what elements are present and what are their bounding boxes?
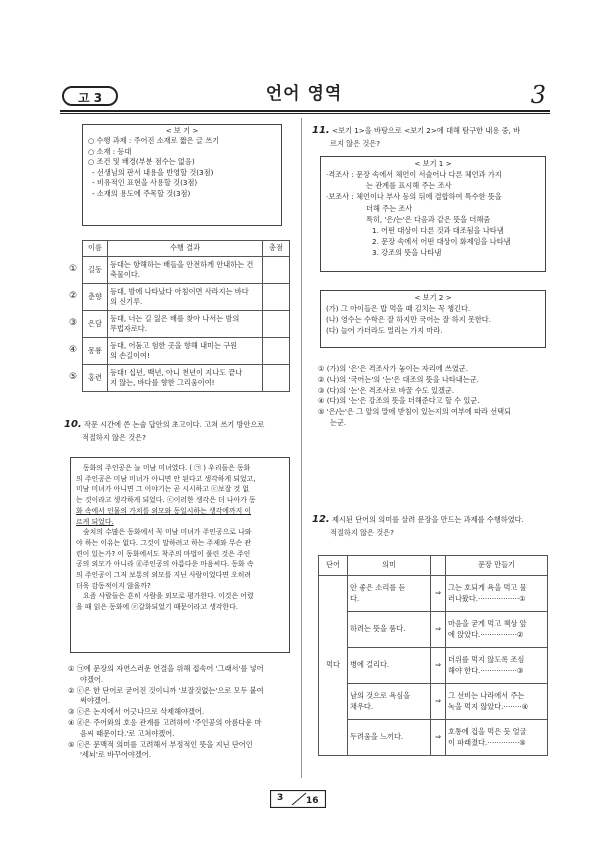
question-12 [312,513,548,538]
row-name: 은담 [83,311,108,338]
sentence-text: 이 파래졌다.··············⑤ [448,737,526,747]
options-11 [318,364,550,429]
table-row [319,576,548,612]
sentence-text: 그 선비는 나라에서 주는 [448,691,525,701]
header-name: 이름 [83,241,108,257]
row-text: 등대, 밤에 나타났다 아침이면 사라지는 바다 [110,286,249,296]
question-10 [64,418,296,443]
question-stem: 르지 않은 것은? [330,138,381,148]
passage-line: 화 속에서 인물의 가치를 외모와 동일시하는 생각에까지 이 [76,506,252,515]
bogi-box [82,124,282,226]
option-line: ② ⓒ은 한 단어로 굳어진 것이니까 '보잘것없는'으로 모두 붙여 [68,685,264,695]
table-row [64,284,290,311]
meaning-text: 안 좋은 소리를 듣 [350,583,406,593]
page-current: 3 [277,793,284,803]
sentence-text: 녹을 먹지 않았다.········④ [448,701,529,711]
arrow-icon: ⇒ [431,684,446,720]
passage-line: 숲치의 수많은 동화에서 꼭 미남 미녀가 주인공으로 나와 [83,528,252,537]
arrow-icon: ⇒ [431,648,446,684]
passage-line: 야 하는 이유는 없다. 그것이 말하려고 하는 주제와 무슨 관 [76,538,251,547]
bogi-line: ·보조사 : 체언이나 부사 등의 뒤에 결합하여 특수한 뜻을 [326,192,502,202]
passage-line: 공의 외모가 아니라 ⓓ주인공의 아름다운 마음씨다. 동화 속 [76,560,254,569]
bogi-line: (다) 늘어 가더라도 멀리는 가지 마라. [326,326,443,336]
row-text: 등대, 너는 길 잃은 배를 찾아 나서는 밤의 [110,313,240,323]
meaning-text: 다. [350,593,360,603]
header-sentence: 문장 만들기 [446,556,548,576]
page-indicator [270,790,326,808]
passage-line: 의 주인공이 그저 보통의 외모를 지닌 사람이었다면 오히려 [76,571,252,580]
bogi-title: < 보 기 > [165,126,199,135]
passage-line: 동화의 주인공은 늘 미남 미녀였다. ( ㉠ ) 우리들은 동화 [83,464,251,472]
option-line: ⑤ '은/는'은 그 앞의 말에 받침이 있는지의 여부에 따라 선택되 [318,407,512,417]
passage-line: 요즘 사람들은 흔히 사람을 외모로 평가한다. 이것은 어렸 [83,592,254,601]
row-number: ⑤ [68,372,78,383]
bogi2-box [320,290,546,348]
question-number: 10. [64,419,82,430]
sentence-text: 러나왔다.··················① [448,593,526,603]
meaning-text: 하려는 뜻을 품다. [350,624,406,634]
row-text: 의 신기루. [110,297,143,306]
score-table [64,240,290,392]
sentence-text: 마음을 굳게 먹고 책상 앞 [448,619,527,629]
sentence-text: 해야 한다.················③ [448,665,524,675]
passage-line: 는 것이라고 생각하게 되었다. ⓒ이러한 생각은 더 나아가 동 [76,496,256,505]
bogi-line: (나) 영수는 수학은 잘 하지만 국어는 잘 하지 못한다. [326,315,492,325]
row-name: 길동 [83,257,108,284]
sentence-text: 그는 호되게 욕을 먹고 물 [448,583,527,593]
option-line: ① ㉠에 문장의 자연스러운 연결을 위해 접속어 '그래서'를 넣어 [68,664,264,673]
option-line: 음씨 때문이다.'로 고쳐야겠어. [80,728,175,738]
option-line: ⑤ ⓔ은 문맥적 의미를 고려해서 부정적인 뜻을 지닌 단어인 [68,739,253,749]
header-word: 단어 [319,556,348,576]
question-stem: 제시된 단어의 의미를 살려 문장을 만드는 과제를 수행하였다. [332,515,524,524]
option-line: ④ (다)의 '는'은 강조의 뜻을 더해준다고 할 수 있군. [318,396,480,406]
table-row [319,612,548,648]
bogi-line: ○ 수행 과제 : 주어진 소재로 짧은 글 쓰기 [88,136,220,146]
bogi-line: 더해 주는 조사 [366,203,413,213]
option-line: ③ (다)의 '는'은 격조사로 바꿀 수도 있겠군. [318,385,455,395]
question-stem: 적절하지 않은 것은? [82,432,146,442]
row-number: ① [68,264,78,275]
bogi-line: 는 관계를 표시해 주는 조사 [366,181,452,191]
passage-line: 미남 미녀가 아니면 그 이야기는 곧 시시하고 ⓒ보잘 것 없 [76,485,250,494]
header-rule-thin [60,113,550,114]
meaning-text: 병에 걸리다. [350,660,390,670]
row-text: 무법자로다. [110,324,148,333]
sentence-text: 에 앉았다.················② [448,629,524,639]
header-meaning: 의미 [348,556,431,576]
bogi-title: < 보기 2 > [414,293,452,302]
page-title: 언어 영역 [265,84,343,104]
row-text: 의 손길이여! [110,351,150,360]
row-number: ③ [68,318,78,329]
bogi-line: ○ 소재 : 등대 [88,146,132,156]
question-stem: 적절하지 않은 것은? [330,527,394,537]
option-line: ③ ⓒ은 논지에서 어긋나므로 삭제해야겠어. [68,707,205,717]
option-line: 는군. [330,417,347,427]
page-total: 16 [306,796,319,806]
bogi-line: - 소재의 용도에 주목할 것(3점) [92,188,191,198]
row-number: ② [68,291,78,302]
table-row [64,311,290,338]
bogi-line: ○ 조건 및 배경(부분 점수는 없음) [88,157,195,167]
options-10 [68,664,296,761]
table-row [319,648,548,684]
table-row [64,257,290,284]
passage-line: 의 주인공은 미남 미녀가 아니면 안 된다고 생각하게 되었고, [76,474,256,483]
sentence-text: 더위를 먹지 않도록 조심 [448,655,525,665]
bogi-line: - 비유적인 표현을 사용할 것(3점) [92,178,198,188]
table-row [64,338,290,365]
option-line: ② (나)의 '국어는'의 '는'은 대조의 뜻을 나타내는군. [318,374,479,384]
arrow-icon: ⇒ [431,576,446,612]
meaning-text: 채우다. [350,701,374,711]
passage-line: 더욱 감동적이지 않을까? [76,581,151,590]
question-stem: <보기 1>을 바탕으로 <보기 2>에 대해 탐구한 내용 중, 바 [332,126,521,135]
row-text: 등대, 어둠고 험한 곳을 향해 내미는 구원 [110,340,238,350]
meaning-text: 두려움을 느끼다. [350,732,404,742]
header-rule [60,110,550,112]
row-name: 춘향 [83,284,108,311]
table-row [319,720,548,756]
row-name: 몽룡 [83,338,108,365]
page-number: 3 [530,81,546,109]
passage-line: 을 때 읽은 동화에 ⓔ갈화되었기 때문이라고 생각한다. [76,603,239,612]
question-11 [312,124,548,149]
grade-badge: 고 3 [62,86,118,106]
passage-line: 련이 있는가? 이 동화에서도 착주의 마법이 풀린 것은 주인 [76,549,251,558]
word-cell: 먹다 [319,576,348,756]
bogi-line: 3. 강조의 뜻을 나타냄 [372,248,442,258]
bogi-title: < 보기 1 > [414,159,452,168]
bogi-line: - 선생님의 판서 내용을 반영할 것(3점) [92,167,214,177]
option-line: '세뇌'로 바꾸어야겠어. [80,750,152,760]
arrow-icon: ⇒ [431,720,446,756]
row-name: 홍련 [83,365,108,392]
bogi-line: 특히, '은/는'은 다음과 같은 뜻을 더해줌 [366,214,491,224]
passage-line: 르게 되었다. [76,517,114,526]
column-divider [301,118,302,778]
bogi-line: ·격조사 : 문장 속에서 체언이 서술어나 다른 체언과 가지 [326,170,502,180]
bogi-line: 1. 어떤 대상이 다른 것과 대조됨을 나타냄 [372,225,504,235]
option-line: ④ ⓓ은 주어와의 호응 관계를 고려하여 '주인공의 아름다운 마 [68,717,262,727]
bogi1-box [320,156,546,272]
question-number: 12. [312,514,330,525]
option-line: ① (가)의 '은'은 격조사가 놓이는 자리에 쓰였군. [318,364,469,373]
row-number: ④ [68,345,78,356]
bogi-line: (가) 그 아이들은 밥 먹을 때 김치는 꼭 챙긴다. [326,304,471,314]
header-total: 총점 [263,241,290,257]
question-stem: 작문 시간에 쓴 논술 답안의 초고이다. 고쳐 쓰기 방안으로 [84,420,265,429]
option-line: 써야겠어. [80,696,111,706]
row-text: 지 않는, 바다를 향한 그리움이여! [110,378,215,387]
arrow-icon: ⇒ [431,612,446,648]
table-row [64,365,290,392]
passage-box [70,457,290,653]
word-table [318,555,548,756]
question-number: 11. [312,125,330,136]
row-text: 등대! 십년, 백년, 아니 천년이 지나도 끝나 [110,367,243,377]
header-result: 수행 결과 [108,241,263,257]
table-row [319,684,548,720]
row-text: 축물이다. [110,270,141,279]
row-text: 등대는 항해하는 배들을 안전하게 안내하는 건 [110,259,254,269]
meaning-text: 남의 것으로 욕심을 [350,691,411,701]
option-line: 야겠어. [80,674,104,684]
bogi-line: 2. 문장 속에서 어떤 대상이 화제임을 나타냄 [372,237,511,247]
sentence-text: 호통에 겁을 먹은 듯 얼굴 [448,727,527,737]
